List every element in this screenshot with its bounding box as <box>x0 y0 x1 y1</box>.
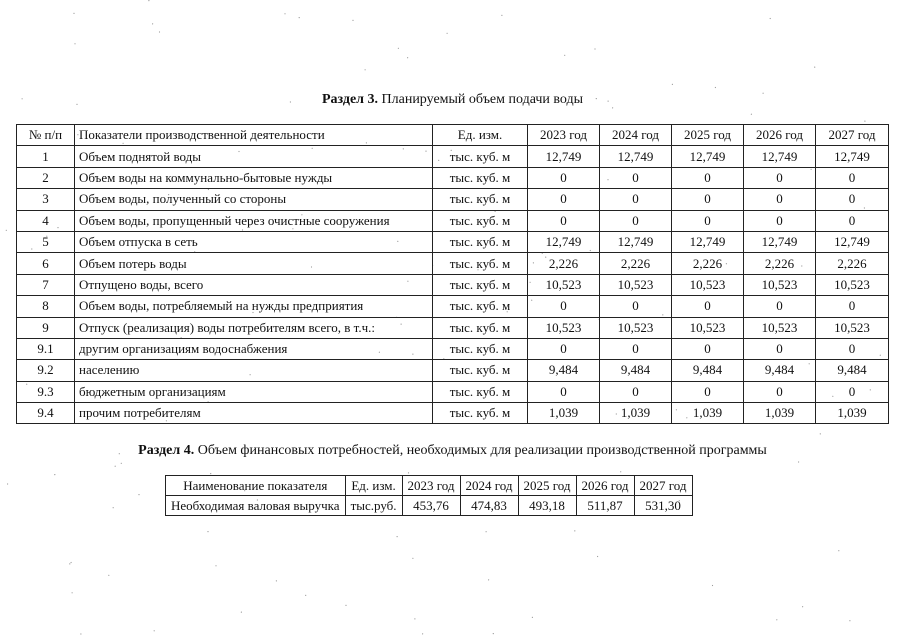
row-value: 0 <box>672 296 744 317</box>
row-value: 0 <box>672 210 744 231</box>
column-header: 2026 год <box>576 476 634 496</box>
noise-dot <box>69 563 70 564</box>
noise-dot <box>532 617 533 618</box>
row-value: 9,484 <box>600 360 672 381</box>
financial-needs-table <box>165 475 693 516</box>
noise-dot <box>305 595 306 596</box>
row-name: Отпущено воды, всего <box>75 274 433 295</box>
section-3-label: Раздел 3. <box>321 92 379 107</box>
row-name: бюджетным организациям <box>75 381 433 402</box>
noise-dot <box>54 474 55 475</box>
row-value: 2,226 <box>528 253 600 274</box>
row-unit: тыс. куб. м <box>433 253 528 274</box>
row-value: 0 <box>600 167 672 188</box>
noise-dot <box>447 33 448 34</box>
noise-dot <box>412 558 413 559</box>
row-unit: тыс. куб. м <box>433 231 528 252</box>
section-3-heading <box>0 92 905 108</box>
noise-dot <box>620 471 621 472</box>
table-row <box>17 231 889 252</box>
row-value: 9,484 <box>528 360 600 381</box>
table-row <box>17 146 889 167</box>
row-name: Объем потерь воды <box>75 253 433 274</box>
row-value: 0 <box>816 296 889 317</box>
noise-dot <box>715 87 716 88</box>
row-value: 10,523 <box>816 317 889 338</box>
noise-dot <box>159 31 160 32</box>
row-value: 453,76 <box>402 496 460 516</box>
row-name: Объем отпуска в сеть <box>75 231 433 252</box>
row-number: 8 <box>17 296 75 317</box>
noise-dot <box>864 121 865 122</box>
row-name: Объем воды, потребляемый на нужды предприятия <box>75 296 433 317</box>
noise-dot <box>414 618 415 619</box>
noise-dot <box>398 48 399 49</box>
row-value: 0 <box>744 296 816 317</box>
row-value: 12,749 <box>600 146 672 167</box>
row-value: 0 <box>528 189 600 210</box>
row-value: 2,226 <box>744 253 816 274</box>
row-value: 0 <box>744 338 816 359</box>
row-value: 0 <box>528 210 600 231</box>
row-name: Объем воды на коммунально-бытовые нужды <box>75 167 433 188</box>
row-value: 0 <box>816 167 889 188</box>
row-value: 1,039 <box>528 403 600 424</box>
row-value: 10,523 <box>672 317 744 338</box>
noise-dot <box>345 605 346 606</box>
row-unit: тыс. куб. м <box>433 167 528 188</box>
row-value: 0 <box>816 210 889 231</box>
row-value: 1,039 <box>672 403 744 424</box>
row-value: 10,523 <box>600 317 672 338</box>
noise-dot <box>770 18 771 19</box>
noise-dot <box>115 466 116 467</box>
noise-dot <box>594 48 595 49</box>
row-value: 511,87 <box>576 496 634 516</box>
row-unit: тыс. куб. м <box>433 403 528 424</box>
noise-dot <box>798 461 799 462</box>
row-name: Отпуск (реализация) воды потребителям всего, в т.ч.: <box>75 317 433 338</box>
row-value: 10,523 <box>816 274 889 295</box>
row-number: 9.4 <box>17 403 75 424</box>
row-value: 493,18 <box>518 496 576 516</box>
table-row <box>17 338 889 359</box>
noise-dot <box>712 585 713 586</box>
row-value: 0 <box>816 381 889 402</box>
row-number: 5 <box>17 231 75 252</box>
noise-dot <box>138 494 139 495</box>
row-number: 2 <box>17 167 75 188</box>
noise-dot <box>74 43 75 44</box>
row-value: 10,523 <box>744 317 816 338</box>
row-value: 12,749 <box>744 146 816 167</box>
noise-dot <box>284 13 285 14</box>
column-header: 2023 год <box>528 125 600 146</box>
column-header: 2025 год <box>672 125 744 146</box>
table-row <box>166 496 693 516</box>
row-value: 10,523 <box>672 274 744 295</box>
noise-dot <box>493 633 494 634</box>
noise-dot <box>597 556 598 557</box>
noise-dot <box>80 633 81 634</box>
row-number: 7 <box>17 274 75 295</box>
row-unit: тыс.руб. <box>345 496 402 516</box>
row-value: 0 <box>600 189 672 210</box>
row-value: 9,484 <box>816 360 889 381</box>
row-value: 12,749 <box>816 146 889 167</box>
row-value: 0 <box>744 189 816 210</box>
noise-dot <box>108 575 109 576</box>
row-name: Объем поднятой воды <box>75 146 433 167</box>
noise-dot <box>365 69 366 70</box>
noise-dot <box>7 483 8 484</box>
noise-dot <box>408 472 409 473</box>
row-value: 12,749 <box>672 231 744 252</box>
row-number: 4 <box>17 210 75 231</box>
section-4-label: Раздел 4. <box>138 443 195 458</box>
row-value: 0 <box>528 296 600 317</box>
noise-dot <box>672 84 673 85</box>
row-value: 0 <box>816 189 889 210</box>
row-number: 1 <box>17 146 75 167</box>
noise-dot <box>352 20 353 21</box>
row-name: другим организациям водоснабжения <box>75 338 433 359</box>
row-value: 0 <box>744 210 816 231</box>
table-row <box>17 274 889 295</box>
column-header: Ед. изм. <box>433 125 528 146</box>
noise-dot <box>488 579 489 580</box>
row-unit: тыс. куб. м <box>433 381 528 402</box>
column-header: Ед. изм. <box>345 476 402 496</box>
row-value: 1,039 <box>744 403 816 424</box>
row-value: 1,039 <box>816 403 889 424</box>
noise-dot <box>154 630 155 631</box>
noise-dot <box>207 531 208 532</box>
row-value: 0 <box>672 167 744 188</box>
column-header: Показатели производственной деятельности <box>75 125 433 146</box>
column-header: 2026 год <box>744 125 816 146</box>
row-number: 6 <box>17 253 75 274</box>
row-value: 12,749 <box>528 146 600 167</box>
row-name: Объем воды, пропущенный через очистные сооружения <box>75 210 433 231</box>
row-value: 2,226 <box>816 253 889 274</box>
row-unit: тыс. куб. м <box>433 296 528 317</box>
noise-dot <box>148 0 149 1</box>
noise-dot <box>72 592 73 593</box>
table-header-row <box>166 476 693 496</box>
row-name: Объем воды, полученный со стороны <box>75 189 433 210</box>
row-value: 12,749 <box>744 231 816 252</box>
noise-dot <box>397 536 398 537</box>
noise-dot <box>299 17 300 18</box>
noise-dot <box>838 550 839 551</box>
noise-dot <box>422 633 423 634</box>
table-row <box>17 317 889 338</box>
noise-dot <box>152 23 153 24</box>
noise-dot <box>814 67 815 68</box>
row-unit: тыс. куб. м <box>433 338 528 359</box>
row-value: 0 <box>600 296 672 317</box>
row-name: населению <box>75 360 433 381</box>
column-header: 2027 год <box>634 476 692 496</box>
noise-dot <box>820 433 821 434</box>
row-value: 0 <box>816 338 889 359</box>
table-row <box>17 403 889 424</box>
row-value: 0 <box>744 167 816 188</box>
row-value: 0 <box>600 338 672 359</box>
row-value: 10,523 <box>528 274 600 295</box>
row-value: 9,484 <box>744 360 816 381</box>
row-value: 12,749 <box>528 231 600 252</box>
row-value: 10,523 <box>528 317 600 338</box>
water-supply-table <box>16 124 889 424</box>
column-header: Наименование показателя <box>166 476 346 496</box>
noise-dot <box>113 507 114 508</box>
noise-dot <box>802 606 803 607</box>
row-number: 3 <box>17 189 75 210</box>
noise-dot <box>6 230 7 231</box>
noise-dot <box>71 562 72 563</box>
noise-dot <box>501 15 502 16</box>
noise-dot <box>407 57 408 58</box>
row-value: 0 <box>672 189 744 210</box>
row-number: 9 <box>17 317 75 338</box>
row-value: 2,226 <box>600 253 672 274</box>
noise-dot <box>751 114 752 115</box>
row-unit: тыс. куб. м <box>433 189 528 210</box>
noise-dot <box>849 620 850 621</box>
column-header: 2027 год <box>816 125 889 146</box>
row-unit: тыс. куб. м <box>433 274 528 295</box>
column-header: 2024 год <box>600 125 672 146</box>
row-value: 0 <box>744 381 816 402</box>
row-value: 0 <box>600 381 672 402</box>
noise-dot <box>121 463 122 464</box>
noise-dot <box>215 565 216 566</box>
row-value: 0 <box>528 381 600 402</box>
table-row <box>17 167 889 188</box>
column-header: 2023 год <box>402 476 460 496</box>
table-row <box>17 381 889 402</box>
row-value: 12,749 <box>816 231 889 252</box>
row-unit: тыс. куб. м <box>433 210 528 231</box>
noise-dot <box>574 530 575 531</box>
noise-dot <box>776 619 777 620</box>
column-header: № п/п <box>17 125 75 146</box>
column-header: 2025 год <box>518 476 576 496</box>
row-value: 0 <box>672 381 744 402</box>
noise-dot <box>486 531 487 532</box>
table-row <box>17 296 889 317</box>
row-value: 10,523 <box>600 274 672 295</box>
table-row <box>17 189 889 210</box>
row-value: 12,749 <box>672 146 744 167</box>
table-row <box>17 210 889 231</box>
row-number: 9.1 <box>17 338 75 359</box>
row-name: прочим потребителям <box>75 403 433 424</box>
row-value: 0 <box>528 338 600 359</box>
row-value: 9,484 <box>672 360 744 381</box>
noise-dot <box>276 580 277 581</box>
row-number: 9.2 <box>17 360 75 381</box>
noise-dot <box>564 55 565 56</box>
column-header: 2024 год <box>460 476 518 496</box>
section-4-title: Объем финансовых потребностей, необходимых для реализации производственной программы <box>197 443 767 458</box>
section-3-title: Планируемый объем подачи воды <box>381 92 584 107</box>
row-value: 10,523 <box>744 274 816 295</box>
row-number: 9.3 <box>17 381 75 402</box>
row-unit: тыс. куб. м <box>433 317 528 338</box>
row-value: 531,30 <box>634 496 692 516</box>
row-value: 0 <box>528 167 600 188</box>
row-value: 0 <box>600 210 672 231</box>
row-value: 1,039 <box>600 403 672 424</box>
row-value: 2,226 <box>672 253 744 274</box>
table-row <box>17 360 889 381</box>
row-unit: тыс. куб. м <box>433 360 528 381</box>
row-value: 474,83 <box>460 496 518 516</box>
noise-dot <box>73 13 74 14</box>
row-unit: тыс. куб. м <box>433 146 528 167</box>
row-value: 0 <box>672 338 744 359</box>
table-row <box>17 253 889 274</box>
row-value: 12,749 <box>600 231 672 252</box>
row-name: Необходимая валовая выручка <box>166 496 346 516</box>
section-4-heading <box>0 443 905 459</box>
table-header-row <box>17 125 889 146</box>
noise-dot <box>241 612 242 613</box>
